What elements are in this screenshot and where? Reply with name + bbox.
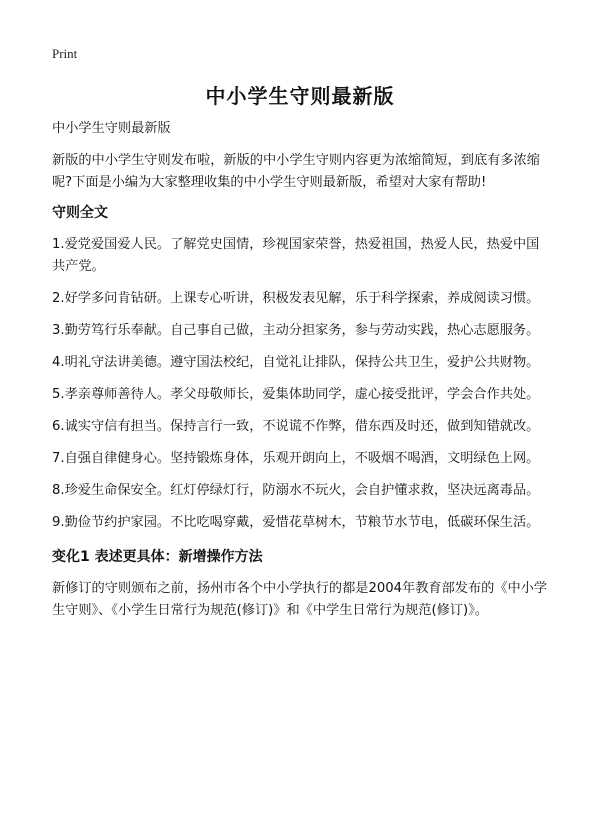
change-1-paragraph: 新修订的守则颁布之前，扬州市各个中小学执行的都是2004年教育部发布的《中小学生守则》、《小学生日常行为规范(修订)》和《中学生日常行为规范(修订)》。 <box>52 581 548 618</box>
article-body <box>52 118 552 622</box>
rule-item: 8.珍爱生命保安全。红灯停绿灯行，防溺水不玩火，会自护懂求救，坚决远离毒品。 <box>52 483 540 498</box>
rule-item: 1.爱党爱国爱人民。了解党史国情，珍视国家荣誉，热爱祖国，热爱人民，热爱中国共产党。 <box>52 237 540 274</box>
print-link[interactable]: Print <box>52 46 78 61</box>
rule-item: 9.勤俭节约护家园。不比吃喝穿戴，爱惜花草树木，节粮节水节电，低碳环保生活。 <box>52 515 540 530</box>
intro-paragraph: 新版的中小学生守则发布啦，新版的中小学生守则内容更为浓缩简短，到底有多浓缩呢?下面是小编为大家整理收集的中小学生守则最新版，希望对大家有帮助! <box>52 153 540 190</box>
article-subtitle: 中小学生守则最新版 <box>52 121 171 136</box>
rule-item: 3.勤劳笃行乐奉献。自己事自己做，主动分担家务，参与劳动实践，热心志愿服务。 <box>52 323 540 338</box>
page-title: 中小学生守则最新版 <box>205 84 395 108</box>
rule-item: 7.自强自律健身心。坚持锻炼身体，乐观开朗向上，不吸烟不喝酒，文明绿色上网。 <box>52 451 540 466</box>
rule-item: 2.好学多问肯钻研。上课专心听讲，积极发表见解，乐于科学探索，养成阅读习惯。 <box>52 291 540 306</box>
rule-item: 4.明礼守法讲美德。遵守国法校纪，自觉礼让排队，保持公共卫生，爱护公共财物。 <box>52 355 540 370</box>
rule-item: 5.孝亲尊师善待人。孝父母敬师长，爱集体助同学，虚心接受批评，学会合作共处。 <box>52 387 540 402</box>
section-heading-full-text: 守则全文 <box>52 205 108 221</box>
section-heading-change-1: 变化1 表述更具体：新增操作方法 <box>52 549 263 565</box>
rule-item: 6.诚实守信有担当。保持言行一致，不说谎不作弊，借东西及时还，做到知错就改。 <box>52 419 540 434</box>
